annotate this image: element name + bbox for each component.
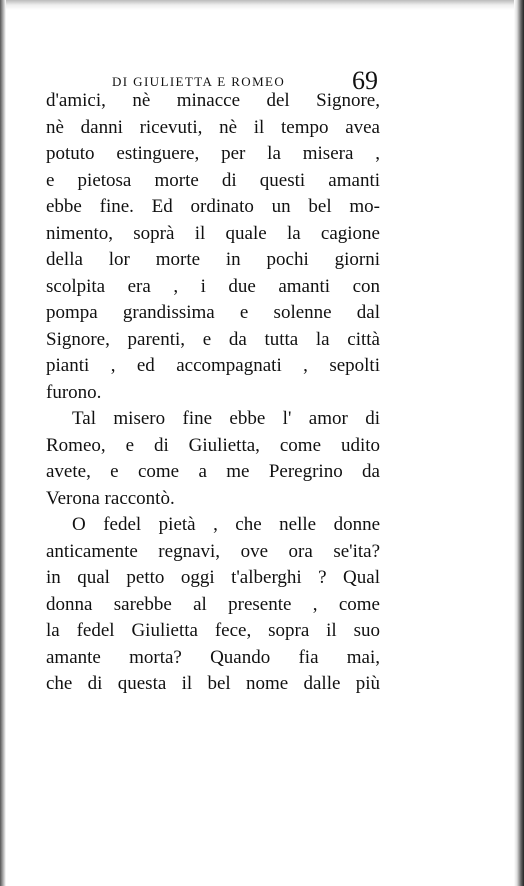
text-line: nimento, soprà il quale la cagione xyxy=(46,222,380,244)
text-line: Verona raccontò. xyxy=(46,487,175,509)
text-line: furono. xyxy=(46,381,102,403)
text-line: potuto estinguere, per la misera , xyxy=(46,143,380,164)
text-line: Romeo, e di Giulietta, come udito xyxy=(46,434,380,456)
text-line: O fedel pietà , che nelle donne xyxy=(72,514,380,535)
text-line: e pietosa morte di questi amanti xyxy=(46,169,380,191)
text-line: amante morta? Quando fia mai, xyxy=(46,646,380,668)
running-title: DI GIULIETTA E ROMEO xyxy=(112,74,286,89)
text-line: la fedel Giulietta fece, sopra il suo xyxy=(46,620,380,641)
text-line: della lor morte in pochi giorni xyxy=(46,249,380,270)
text-line: anticamente regnavi, ove ora se'ita? xyxy=(46,540,380,562)
text-line: Signore, parenti, e da tutta la città xyxy=(46,328,380,350)
text-line: pianti , ed accompagnati , sepolti xyxy=(46,355,380,376)
text-line: scolpita era , i due amanti con xyxy=(46,275,380,297)
text-line: avete, e come a me Peregrino da xyxy=(46,461,380,482)
text-line: ebbe fine. Ed ordinato un bel mo- xyxy=(46,196,380,217)
text-line: donna sarebbe al presente , come xyxy=(46,593,380,615)
text-line: in qual petto oggi t'alberghi ? Qual xyxy=(46,567,380,588)
page-number: 69 xyxy=(352,66,378,95)
text-line: Tal misero fine ebbe l' amor di xyxy=(72,408,380,429)
page-left-edge xyxy=(0,0,6,886)
text-line: pompa grandissima e solenne dal xyxy=(46,302,380,323)
text-line: d'amici, nè minacce del Signore, xyxy=(46,90,380,111)
body-text xyxy=(46,88,380,698)
page-right-edge xyxy=(514,0,524,886)
text-line: che di questa il bel nome dalle più xyxy=(46,673,380,694)
text-line: nè danni ricevuti, nè il tempo avea xyxy=(46,116,380,138)
page-top-edge xyxy=(0,0,524,10)
